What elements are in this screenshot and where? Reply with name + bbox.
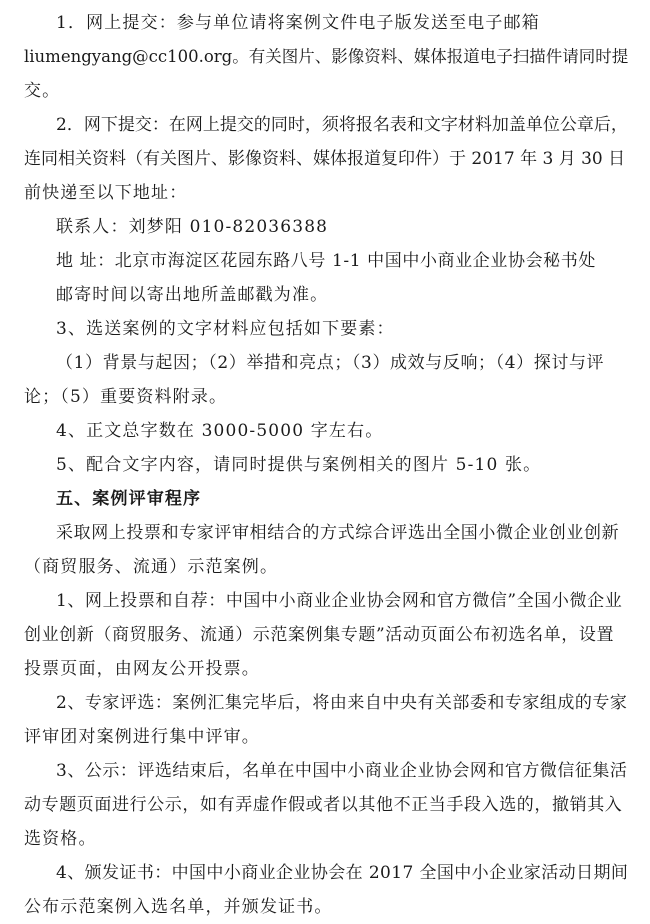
text-line: 4、颁发证书：中国中小商业企业协会在 2017 全国中小企业家活动日期间 (56, 863, 629, 883)
text-line: 邮寄时间以寄出地所盖邮戳为准。 (56, 285, 329, 305)
text-line: （商贸服务、流通）示范案例。 (24, 557, 279, 577)
text-line: 投票页面，由网友公开投票。 (24, 659, 260, 679)
text-line: 选资格。 (24, 829, 97, 849)
text-line: 2．网下提交：在网上提交的同时，须将报名表和文字材料加盖单位公章后， (56, 115, 628, 135)
text-line: 1．网上提交：参与单位请将案例文件电子版发送至电子邮箱 (56, 13, 540, 33)
text-line: 1、网上投票和自荐：中国中小商业企业协会网和官方微信”全国小微企业 (56, 591, 623, 611)
text-line: 3、公示：评选结束后，名单在中国中小商业企业协会网和官方微信征集活 (56, 761, 628, 781)
text-line: 采取网上投票和专家评审相结合的方式综合评选出全国小微企业创业创新 (56, 523, 620, 543)
text-line: 4、正文总字数在 3000-5000 字左右。 (56, 421, 384, 441)
text-line: liumengyang@cc100.org。有关图片、影像资料、媒体报道电子扫描件请同时提 (24, 47, 629, 66)
contact-person: 联系人：刘梦阳 010-82036388 (56, 217, 329, 237)
text-line: 连同相关资料（有关图片、影像资料、媒体报道复印件）于 2017 年 3 月 30 日 (24, 149, 626, 169)
text-line: 论；（5）重要资料附录。 (24, 387, 228, 407)
section-heading: 五、案例评审程序 (56, 489, 202, 509)
text-line: （1）背景与起因；（2）举措和亮点；（3）成效与反响；（4）探讨与评 (56, 353, 605, 373)
text-line: 动专题页面进行公示，如有弄虚作假或者以其他不正当手段入选的，撤销其入 (24, 795, 623, 815)
text-line: 5、配合文字内容，请同时提供与案例相关的图片 5-10 张。 (56, 455, 542, 475)
text-line: 交。 (24, 81, 61, 101)
text-line: 3、选送案例的文字材料应包括如下要素： (56, 319, 395, 339)
text-line: 2、专家评选：案例汇集完毕后，将由来自中央有关部委和专家组成的专家 (56, 693, 628, 713)
contact-address: 地 址：北京市海淀区花园东路八号 1-1 中国中小商业企业协会秘书处 (56, 251, 596, 271)
text-line: 评审团对案例进行集中评审。 (24, 727, 260, 747)
text-line: 公布示范案例入选名单，并颁发证书。 (24, 897, 333, 917)
text-line: 创业创新（商贸服务、流通）示范案例集专题”活动页面公布初选名单，设置 (24, 625, 615, 645)
text-line: 前快递至以下地址： (24, 183, 188, 203)
